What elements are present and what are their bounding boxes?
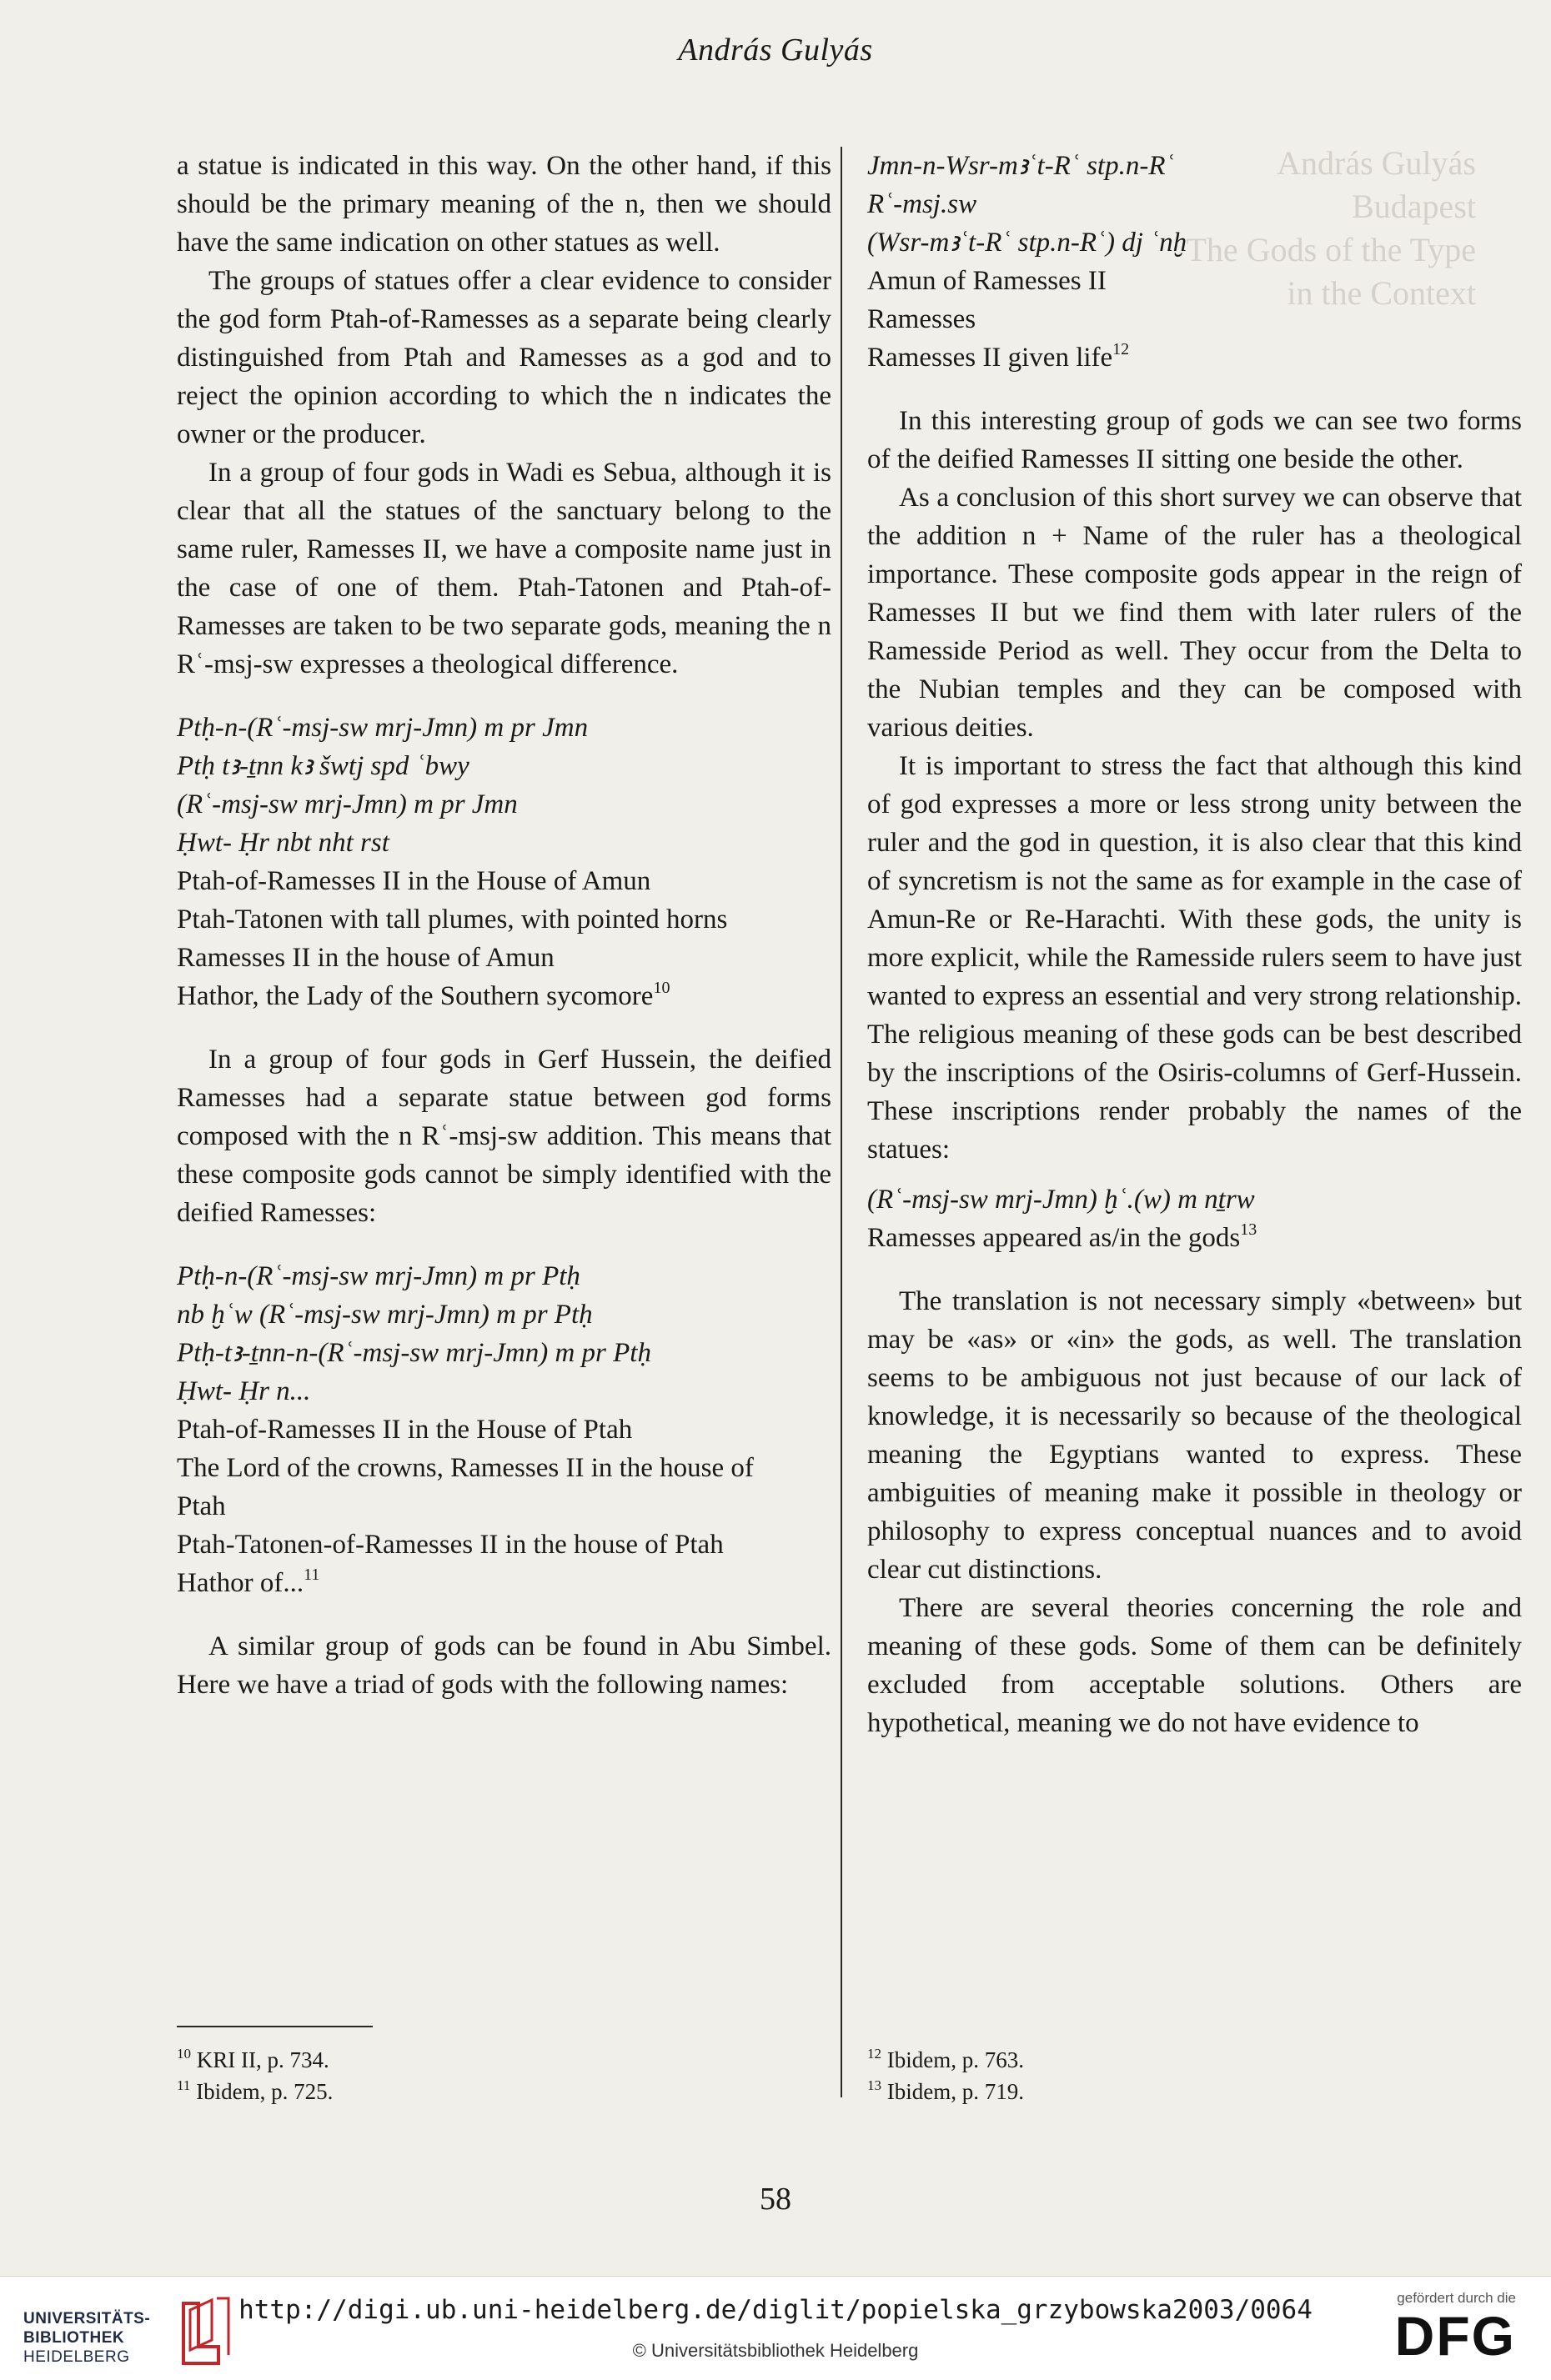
translation-line: Ptah-of-Ramesses II in the House of Ptah: [177, 1415, 633, 1445]
translation-line: Ptah: [177, 1491, 226, 1521]
footnote-ref[interactable]: 12: [1112, 340, 1130, 358]
footnote-number: 10: [177, 2046, 191, 2062]
footnote-number: 11: [177, 2077, 191, 2093]
translation-line: Amun of Ramesses II: [867, 266, 1107, 296]
translation-line: Hathor, the Lady of the Southern sycomore$^{10}$: [177, 979, 670, 1011]
footnote: [177, 2044, 333, 2076]
spacer: [177, 1015, 831, 1040]
translation-line: Hathor of...$^{11}$: [177, 1566, 320, 1598]
footnote-ref[interactable]: 10: [653, 979, 670, 997]
transliteration-line: Ḥwt- Ḥr n...: [177, 1376, 311, 1406]
copyright-notice: © Universitätsbibliothek Heidelberg: [632, 2340, 919, 2361]
footnote-text: KRI II, p. 734.: [196, 2047, 329, 2072]
translation-line: Ptah-Tatonen-of-Ramesses II in the house of Ptah: [177, 1530, 724, 1560]
right-column: [867, 147, 1522, 1742]
translation-line: Ptah-of-Ramesses II in the House of Amun: [177, 866, 651, 896]
sponsor-caption: gefördert durch die: [1397, 2290, 1516, 2306]
footnote: [867, 2076, 1024, 2107]
footnote-ref[interactable]: 13: [1240, 1220, 1257, 1239]
page-number: 58: [760, 2182, 791, 2217]
library-name-line2: BIBLIOTHEK: [23, 2329, 125, 2347]
transliteration-line: Ptḥ tꜣ-ṯnn kꜣ šwtj spd ʿbwy: [177, 751, 469, 781]
translation-line: Ramesses: [867, 304, 976, 334]
paragraph: In this interesting group of gods we can see two forms of the deified Ramesses II sitting one beside the other.: [867, 406, 1522, 474]
paragraph: The translation is not necessary simply «between» but may be «as» or «in» the gods, as well. The translation seems to be ambiguous not just because of our lack of knowledge, it is necessarily so because of the theological meaning the Egyptians wanted to express. These ambiguities of meaning make it possible in theology or philosophy to express conceptual nuances and to avoid clear cut distinctions.: [867, 1286, 1522, 1585]
transliteration-line: (Rʿ-msj-sw mrj-Jmn) ḫʿ.(w) m nṯrw: [867, 1185, 1255, 1215]
transliteration-line: (Rʿ-msj-sw mrj-Jmn) m pr Jmn: [177, 789, 518, 819]
paragraph: It is important to stress the fact that although this kind of god expresses a more or less strong unity between the ruler and the god in question, it is also clear that this kind of syncretism is not the same as for example in the case of Amun-Re or Re-Harachti. With these gods, the unity is more explicit, while the Ramesside rulers seem to have just wanted to express an essential and very strong relationship. The religious meaning of these gods can be best described by the inscriptions of the Osiris-columns of Gerf-Hussein. These inscriptions render probably the names of the statues:: [867, 751, 1522, 1165]
library-name-line1: UNIVERSITÄTS-: [23, 2310, 151, 2327]
transliteration-line: Jmn-n-Wsr-mꜣʿt-Rʿ stp.n-Rʿ: [867, 151, 1175, 181]
spacer: [867, 377, 1522, 402]
running-header: András Gulyás: [678, 33, 873, 68]
library-name-line3: HEIDELBERG: [23, 2348, 130, 2366]
spacer: [177, 1232, 831, 1257]
permalink-url[interactable]: http://digi.ub.uni-heidelberg.de/diglit/popielska_grzybowska2003/0064: [238, 2295, 1313, 2325]
footnote-text: Ibidem, p. 719.: [886, 2079, 1024, 2104]
footnote-rule: [177, 2026, 373, 2027]
transliteration-line: Rʿ-msj.sw: [867, 189, 977, 219]
translation-line: Ramesses II given life$^{12}$: [867, 340, 1130, 373]
footnote-number: 12: [867, 2046, 881, 2062]
paragraph: There are several theories concerning the role and meaning of these gods. Some of them can be definitely excluded from acceptable solutions. Others are hypothetical, meaning we do not have evidence to: [867, 1593, 1522, 1738]
footnote-number: 13: [867, 2077, 881, 2093]
column-divider: [841, 147, 842, 2097]
translation-line: Ramesses II in the house of Amun: [177, 943, 555, 973]
spacer: [867, 1169, 1522, 1180]
translation-line: Ramesses appeared as/in the gods$^{13}$: [867, 1220, 1257, 1253]
spacer: [867, 1257, 1522, 1282]
footnote: [867, 2044, 1024, 2076]
paragraph: a statue is indicated in this way. On the other hand, if this should be the primary meaning of the n, then we should have the same indication on other statues as well.: [177, 151, 831, 258]
footnotes-right: [867, 2044, 1024, 2107]
transliteration-line: Ptḥ-n-(Rʿ-msj-sw mrj-Jmn) m pr Ptḥ: [177, 1261, 580, 1291]
paragraph: As a conclusion of this short survey we can observe that the addition n + Name of the ruler has a theological importance. These composite gods appear in the reign of Ramesses II but we find them with later rulers of the Ramesside Period as well. They occur from the Delta to the Nubian temples and they can be composed with various deities.: [867, 483, 1522, 743]
translation-line: Ptah-Tatonen with tall plumes, with pointed horns: [177, 904, 728, 934]
transliteration-line: (Wsr-mꜣʿt-Rʿ stp.n-Rʿ) dj ʿnḫ: [867, 228, 1187, 258]
left-column: [177, 147, 831, 1704]
translation-line: The Lord of the crowns, Ramesses II in the house of: [177, 1453, 754, 1483]
footnote-ref[interactable]: 11: [304, 1566, 320, 1584]
transliteration-line: Ptḥ-n-(Rʿ-msj-sw mrj-Jmn) m pr Jmn: [177, 713, 589, 743]
footnote: [177, 2076, 333, 2107]
spacer: [177, 1602, 831, 1627]
paragraph: A similar group of gods can be found in Abu Simbel. Here we have a triad of gods with the following names:: [177, 1631, 831, 1700]
paragraph: In a group of four gods in Gerf Hussein, the deified Ramesses had a separate statue between god forms composed with the n Rʿ-msj-sw addition. This means that these composite gods cannot be simply identified with the deified Ramesses:: [177, 1045, 831, 1228]
footer-bar: [0, 2276, 1551, 2380]
footnotes-left: [177, 2044, 333, 2107]
footnote-text: Ibidem, p. 725.: [196, 2079, 334, 2104]
dfg-mark: DFG: [1394, 2305, 1516, 2367]
dfg-logo[interactable]: [1341, 2290, 1516, 2370]
spacer: [177, 684, 831, 709]
transliteration-line: Ḥwt- Ḥr nbt nht rst: [177, 828, 389, 858]
footnote-text: Ibidem, p. 763.: [886, 2047, 1024, 2072]
transliteration-line: nb ḫʿw (Rʿ-msj-sw mrj-Jmn) m pr Ptḥ: [177, 1300, 593, 1330]
paragraph: In a group of four gods in Wadi es Sebua, although it is clear that all the statues of the sanctuary belong to the same ruler, Ramesses II, we have a composite name just in the case of one of them. Ptah-Tatonen and Ptah-of-Ramesses are taken to be two separate gods, meaning the n Rʿ-msj-sw expresses a theological difference.: [177, 458, 831, 679]
transliteration-line: Ptḥ-tꜣ-ṯnn-n-(Rʿ-msj-sw mrj-Jmn) m pr Ptḥ: [177, 1338, 651, 1368]
bleed-through-text: András Gulyás Budapest The Gods of the Type in the Context: [1186, 144, 1476, 312]
paragraph: The groups of statues offer a clear evidence to consider the god form Ptah-of-Ramesses as a separate being clearly distinguished from Ptah and Ramesses as a god and to reject the opinion according to which the n indicates the owner or the producer.: [177, 266, 831, 449]
